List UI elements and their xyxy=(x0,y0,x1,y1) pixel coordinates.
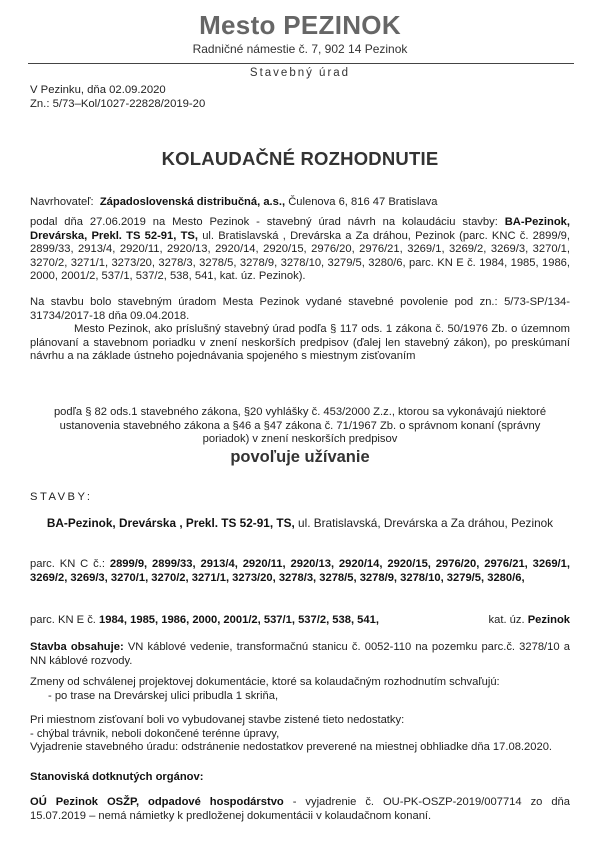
place-date: V Pezinku, dňa 02.09.2020 xyxy=(30,84,166,96)
request-text-2: ul. Bratislavská , Drevárska a Za dráhou, Pezinok (parc. KNC č. 2899/9, 2899/33, 2913/4, 2920/11, 2920/13, 2920/14, 2920/15, 2976/20, 2976/21, 3269/1, 3269/2, 3269/3, 3270/1, 3270/2, 3271/1, 3273/20, 3278/3, 3278/5, 3278/9, 3278/10, 3279/5, 3280/6, parc. KN E č. 1984, 1985, 1986, 2000, 2001/2, 537/1, 537/2, 538, 541, kat. úz. Pezinok). xyxy=(30,229,571,283)
parcels-e-line xyxy=(30,614,570,628)
paragraph-authority: Mesto Pezinok, ako príslušný stavebný úrad podľa § 117 ods. 1 zákona č. 50/1976 Zb. o územnom plánovaní a stavebnom poriadku v znení neskorších predpisov (ďalej len stavebný zákon), po preskúmaní návrhu a na základe ústneho pojednávania spojeného s miestnym zisťovaním xyxy=(30,323,570,363)
defects-intro: Pri miestnom zisťovaní boli vo vybudovanej stavbe zistené tieto nedostatky: xyxy=(30,714,405,726)
building-name xyxy=(30,516,570,531)
defects-statement: Vyjadrenie stavebného úradu: odstránenie nedostatkov preverené na miestnej obhliadke dňa 17.08.2020. xyxy=(30,741,553,753)
parcels-e-left xyxy=(30,614,379,628)
contents-label: Stavba obsahuje: xyxy=(30,641,124,653)
organs-title xyxy=(30,771,570,785)
header-rule xyxy=(28,63,574,64)
applicant-label: Navrhovateľ: xyxy=(30,196,94,208)
changes-item: - po trase na Drevárskej ulici pribudla 1 skriňa, xyxy=(48,690,279,702)
stavby-label: STAVBY: xyxy=(30,491,93,503)
defects-item: - chýbal trávnik, neboli dokončené terénne úpravy, xyxy=(30,728,280,740)
parcels-c-list: 2899/9, 2899/33, 2913/4, 2920/11, 2920/13, 2920/14, 2920/15, 2976/20, 2976/21, 3269/1, 3269/2, 3269/3, 3270/1, 3270/2, 3271/1, 3273/20, 3278/3, 3278/5, 3278/9, 3278/10, 3279/5, 3280/6, xyxy=(30,558,570,584)
building-name-bold: BA-Pezinok, Drevárska , Prekl. TS 52-91, TS, xyxy=(46,516,295,530)
paragraph-permit: Na stavbu bolo stavebným úradom Mesta Pezinok vydané stavebné povolenie pod zn.: 5/73-SP/134-31734/2017-18 dňa 09.04.2018. xyxy=(30,296,570,322)
city-title: Mesto PEZINOK xyxy=(199,10,401,40)
parcels-c-line xyxy=(30,558,570,585)
organ-statement-1 xyxy=(30,796,570,823)
organs-title-text: Stanoviská dotknutých orgánov: xyxy=(30,771,204,783)
applicant-line xyxy=(30,196,570,210)
city-address: Radničné námestie č. 7, 902 14 Pezinok xyxy=(192,42,408,56)
paragraph-legal-basis: podľa § 82 ods.1 stavebného zákona, §20 vyhlášky č. 453/2000 Z.z., ktorou sa vykonávajú niektoré ustanovenia stavebného zákona a §46 a §47 zákona č. 71/1967 Zb. o správnom konaní (správny poriadok) v znení neskorších predpisov xyxy=(53,406,547,446)
office-name: Stavebný úrad xyxy=(249,67,351,79)
file-number: Zn.: 5/73–Kol/1027-22828/2019-20 xyxy=(30,98,206,110)
building-location: ul. Bratislavská, Drevárska a Za dráhou, Pezinok xyxy=(294,516,554,530)
cadastral-label: kat. úz. xyxy=(488,614,528,626)
parcels-c-label: parc. KN C č.: xyxy=(30,558,110,570)
applicant-name: Západoslovenská distribučná, a.s., xyxy=(99,196,286,208)
request-text-1: podal dňa 27.06.2019 na Mesto Pezinok - stavebný úrad návrh na kolaudáciu stavby: xyxy=(30,216,505,228)
cadastral-name: Pezinok xyxy=(527,614,570,626)
request-building-name: BA-Pezinok, Drevárska, Prekl. TS 52-91, TS, xyxy=(30,216,570,242)
parcels-e-label: parc. KN E č. xyxy=(30,614,100,626)
building-contents xyxy=(30,641,570,668)
document-heading: KOLAUDAČNÉ ROZHODNUTIE xyxy=(161,148,439,169)
parcels-e-list: 1984, 1985, 1986, 2000, 2001/2, 537/1, 537/2, 538, 541, xyxy=(99,614,379,626)
decision-heading: povoľuje užívanie xyxy=(230,448,370,466)
contents-text: VN káblové vedenie, transformačnú stanicu č. 0052-110 na pozemku parc.č. 3278/10 a NN káblové rozvody. xyxy=(30,641,570,667)
changes-intro: Zmeny od schválenej projektovej dokumentácie, ktoré sa kolaudačným rozhodnutím schvaľujú: xyxy=(30,676,500,688)
organ-text: - vyjadrenie č. OU-PK-OSZP-2019/007714 zo dňa 15.07.2019 – nemá námietky k predloženej dokumentácii v kolaudačnom konaní. xyxy=(30,796,570,822)
cadastral-area xyxy=(489,614,570,628)
applicant-address: Čulenova 6, 816 47 Bratislava xyxy=(288,196,438,208)
organ-name: OÚ Pezinok OSŽP, odpadové hospodárstvo xyxy=(30,796,284,808)
paragraph-request xyxy=(30,216,570,284)
